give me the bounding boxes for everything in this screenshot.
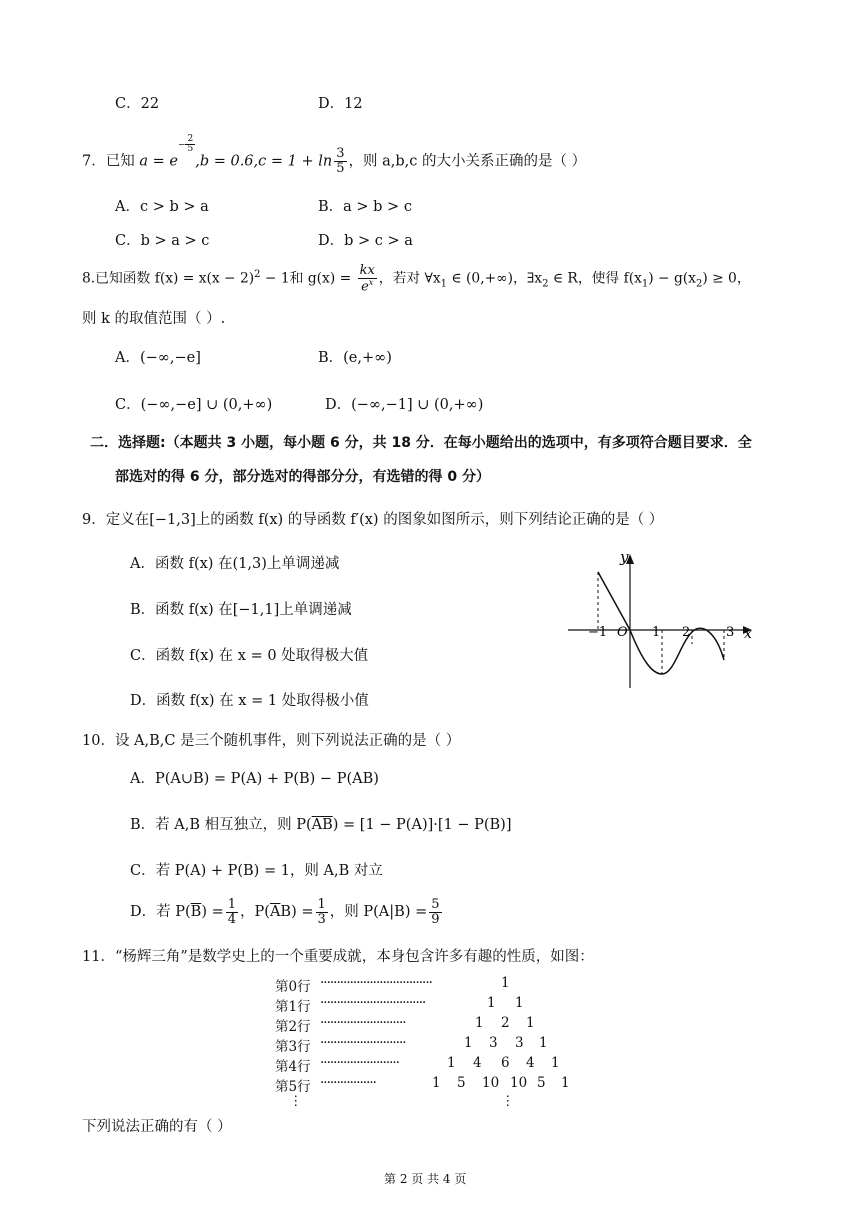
q9-option-b: B．函数 f(x) 在[−1,1]上单调递减 (130, 602, 352, 618)
q11-stem: 11．“杨辉三角”是数学史上的一个重要成就，本身包含许多有趣的性质，如图： (82, 949, 594, 965)
q8-line2: 则 k 的取值范围（ ）. (82, 311, 226, 327)
q8-option-b: B．(e,+∞) (318, 350, 392, 366)
section2-heading-line1: 二．选择题:（本题共 3 小题，每小题 6 分，共 18 分．在每小题给出的选项中，有多项符合题目要求．全 (90, 435, 752, 451)
q10-option-a: A．P(A∪B) = P(A) + P(B) − P(AB) (130, 771, 379, 787)
q10-option-c: C．若 P(A) + P(B) = 1，则 A,B 对立 (130, 863, 383, 879)
q10-stem: 10．设 A,B,C 是三个随机事件，则下列说法正确的是（ ） (82, 733, 461, 749)
q7-option-d: D．b > c > a (318, 233, 413, 249)
q9-stem: 9．定义在[−1,3]上的函数 f(x) 的导函数 f′(x) 的图象如图所示，则下列结论正确的是（ ） (82, 512, 664, 528)
q9-derivative-graph (560, 548, 760, 693)
origin-label: O (617, 625, 628, 640)
q6-option-c: C．22 (115, 96, 160, 112)
q9-option-c: C．函数 f(x) 在 x = 0 处取得极大值 (130, 648, 369, 664)
section2-heading-line2: 部选对的得 6 分，部分选对的得部分分，有选错的得 0 分） (115, 469, 490, 485)
page-footer: 第 2 页 共 4 页 (384, 1172, 467, 1186)
q7-ln-fraction: $\frac{3}{5}$ (336, 146, 345, 176)
y-label: y (620, 548, 629, 566)
tick-3: 3 (726, 625, 735, 640)
q9-option-d: D．函数 f(x) 在 x = 1 处取得极小值 (130, 693, 369, 709)
q8-option-a: A．(−∞,−e] (115, 350, 201, 366)
q7-option-b: B．a > b > c (318, 199, 412, 215)
derivative-curve (598, 572, 724, 674)
q6-option-d: D．12 (318, 96, 363, 112)
tick-1: 1 (652, 625, 661, 640)
q7-option-c: C．b > a > c (115, 233, 210, 249)
q7-stem: 7．已知 a = e− $\frac{2}{5}$ ,b = 0.6,c = 1 + ln $\frac{3}{5}$ ，则 a,b,c 的大小关系正确的是（ ） (82, 134, 587, 176)
q8-option-d: D．(−∞,−1] ∪ (0,+∞) (325, 397, 484, 413)
q8-fraction: $\frac{kx}{e^x}$ (359, 263, 375, 295)
q7-option-a: A．c > b > a (115, 199, 209, 215)
q10-option-b: B．若 A,B 相互独立，则 $P(\overline{AB}) = [1 - P(A)]\cdot[1 - P(B)]$ (130, 817, 512, 833)
q8-stem: 8.已知函数 $f(x) = x(x - 2)^2 - 1$和 g(x) = $\frac{kx}{e^x}$ ，若对 $\forall x_1$ ∈ (0,+∞)，$\exists x_2$ ∈ R，使得 $f(x_1) - g(x_2) \ge 0$， (82, 263, 751, 295)
x-label: x (744, 626, 752, 642)
q10-option-d: D．若 $P(\overline{B})$ = $\frac{1}{4}$ ，$P(\overline{A}B)$ = $\frac{1}{3}$ ，则 P(A|B) = $\frac{5}{9}$ (130, 896, 440, 927)
q11-after: 下列说法正确的有（ ） (82, 1119, 232, 1135)
q8-option-c: C．(−∞,−e] ∪ (0,+∞) (115, 397, 273, 413)
q9-option-a: A．函数 f(x) 在(1,3)上单调递减 (130, 556, 340, 572)
tick-2: 2 (682, 625, 691, 640)
tick-neg1: −1 (588, 625, 608, 640)
